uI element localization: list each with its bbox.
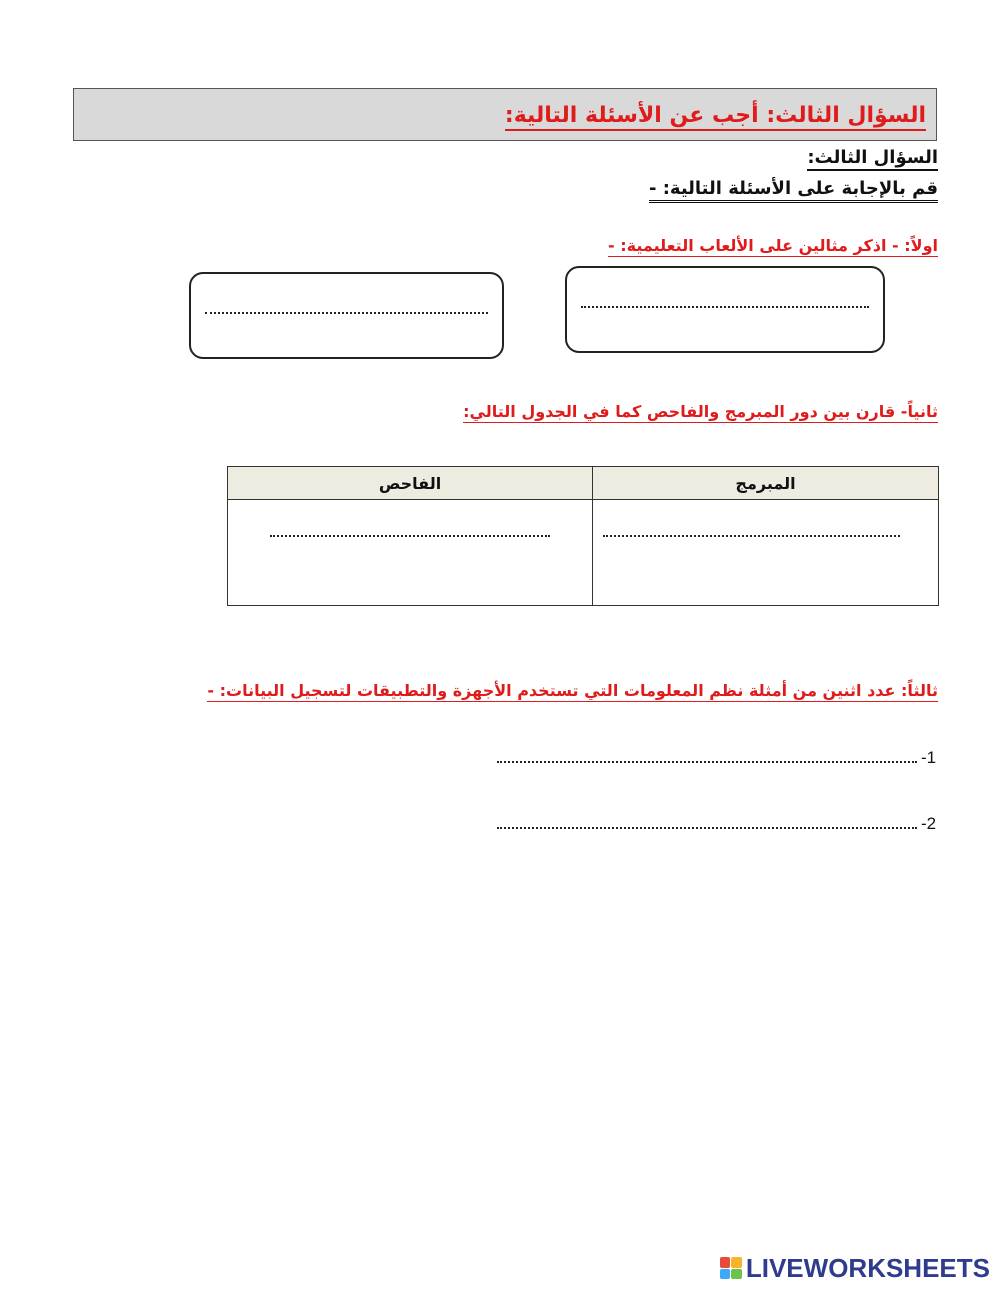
- item-number: -1: [921, 748, 937, 767]
- comparison-table: [227, 466, 939, 606]
- answer-box-2[interactable]: [189, 272, 504, 359]
- list-item[interactable]: [497, 748, 936, 768]
- answer-line: [270, 535, 550, 537]
- programmer-answer-cell[interactable]: [593, 500, 939, 606]
- question-banner: [73, 88, 937, 141]
- answer-line: [497, 761, 917, 763]
- item-number: -2: [921, 814, 937, 833]
- instruction-line: قم بالإجابة على الأسئلة التالية: -: [649, 178, 938, 203]
- section2-heading: ثانياً- قارن بين دور المبرمج والفاحص كما في الجدول التالي:: [463, 402, 938, 421]
- section3-heading: ثالثاً: عدد اثنين من أمثلة نظم المعلومات التي تستخدم الأجهزة والتطبيقات لتسجيل البيانات: -: [207, 681, 938, 700]
- brand-name: LIVEWORKSHEETS: [745, 1252, 990, 1283]
- table-header-tester: الفاحص: [228, 467, 593, 500]
- banner-title: السؤال الثالث: أجب عن الأسئلة التالية:: [505, 103, 926, 131]
- answer-line: [581, 306, 869, 308]
- answer-line: [205, 312, 488, 314]
- liveworksheets-logo-icon: [720, 1257, 742, 1279]
- liveworksheets-brand: [720, 1253, 990, 1283]
- section1-heading: اولاً: - اذكر مثالين على الألعاب التعليمية: -: [608, 236, 938, 255]
- answer-box-1[interactable]: [565, 266, 885, 353]
- tester-answer-cell[interactable]: [228, 500, 593, 606]
- list-item[interactable]: [497, 814, 936, 834]
- table-header-programmer: المبرمج: [593, 467, 939, 500]
- answer-line: [497, 827, 917, 829]
- question-label: السؤال الثالث:: [807, 147, 938, 171]
- answer-line: [603, 535, 900, 537]
